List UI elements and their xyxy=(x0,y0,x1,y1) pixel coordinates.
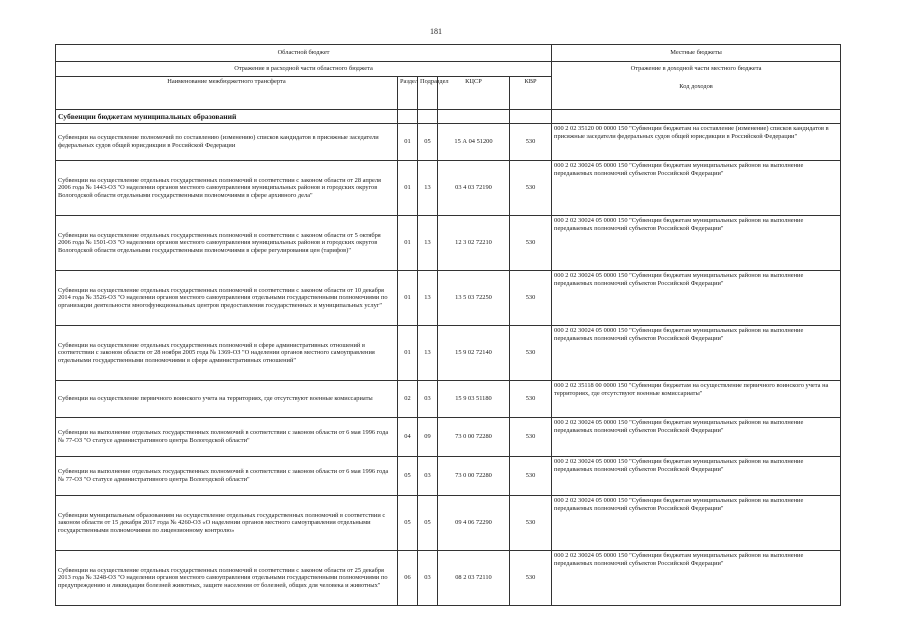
kcsr-cell: 09 4 06 72290 xyxy=(438,496,510,551)
podrazdel-cell: 05 xyxy=(418,124,438,161)
podrazdel-cell: 13 xyxy=(418,271,438,326)
podrazdel-cell: 13 xyxy=(418,161,438,216)
table-row xyxy=(56,496,841,551)
razdel-cell: 01 xyxy=(398,216,418,271)
kvr-cell: 530 xyxy=(510,216,552,271)
kcsr-cell: 73 0 00 72280 xyxy=(438,457,510,496)
table-row xyxy=(56,216,841,271)
subsection-column-header: Подраздел xyxy=(418,77,438,110)
kvr-cell: 530 xyxy=(510,326,552,381)
kcsr-cell: 03 4 03 72190 xyxy=(438,161,510,216)
header-row-1 xyxy=(56,45,841,62)
income-code-cell: 000 2 02 30024 05 0000 150 "Субвенции бюджетам муниципальных районов на выполнение передаваемых полномочий субъектов Российской Федерации" xyxy=(552,418,841,457)
transfer-name: Субвенции на осуществление отдельных государственных полномочий в соответствии с законом области от 28 апреля 2006 года № 1443-ОЗ "О наделении органов местного самоуправления муниципальных районов и городских округов Вологодской области отдельными государственными полномочиями в сфере архивного дела" xyxy=(56,161,398,216)
transfer-name: Субвенции на осуществление отдельных государственных полномочий в сфере административных отношений в соответствии с законом области от 28 ноября 2005 года № 1369-ОЗ "О наделении органов местного самоуправления отдельными государственными полномочиями в сфере административных отношений" xyxy=(56,326,398,381)
transfer-name: Субвенции на выполнение отдельных государственных полномочий в соответствии с законом области от 6 мая 1996 года № 77-ОЗ "О статусе административного центра Вологодской области" xyxy=(56,457,398,496)
page-number: 181 xyxy=(430,27,442,36)
kvr-cell: 530 xyxy=(510,496,552,551)
kvr-cell: 530 xyxy=(510,418,552,457)
income-code-cell: 000 2 02 30024 05 0000 150 "Субвенции бюджетам муниципальных районов на выполнение передаваемых полномочий субъектов Российской Федерации" xyxy=(552,161,841,216)
section-column-header: Раздел xyxy=(398,77,418,110)
income-code-cell: 000 2 02 30024 05 0000 150 "Субвенции бюджетам муниципальных районов на выполнение передаваемых полномочий субъектов Российской Федерации" xyxy=(552,216,841,271)
table-row xyxy=(56,551,841,606)
income-code-cell: 000 2 02 35120 00 0000 150 "Субвенции бюджетам на составление (изменение) списков кандидатов в присяжные заседатели федеральных судов общей юрисдикции в Российской Федерации" xyxy=(552,124,841,161)
razdel-cell: 01 xyxy=(398,326,418,381)
podrazdel-cell: 13 xyxy=(418,216,438,271)
razdel-cell: 01 xyxy=(398,161,418,216)
income-code-cell: 000 2 02 30024 05 0000 150 "Субвенции бюджетам муниципальных районов на выполнение передаваемых полномочий субъектов Российской Федерации" xyxy=(552,326,841,381)
expense-reflection-header: Отражение в расходной части областного бюджета xyxy=(56,62,552,77)
transfer-name: Субвенции на осуществление полномочий по составлению (изменению) списков кандидатов в присяжные заседатели федеральных судов общей юрисдикции в Российской Федерации xyxy=(56,124,398,161)
podrazdel-cell: 05 xyxy=(418,496,438,551)
kcsr-cell: 73 0 00 72280 xyxy=(438,418,510,457)
budget-table xyxy=(55,44,841,606)
table-row xyxy=(56,161,841,216)
kcsr-cell: 15 А 04 51200 xyxy=(438,124,510,161)
transfer-name: Субвенции на осуществление отдельных государственных полномочий в соответствии с законом области от 5 октября 2006 года № 1501-ОЗ "О наделении органов местного самоуправления муниципальных районов и городских округов Вологодской области отдельными государственными полномочиями в сфере регулирования цен (тарифов)" xyxy=(56,216,398,271)
kcsr-column-header: КЦСР xyxy=(438,77,510,110)
kcsr-cell: 12 3 02 72210 xyxy=(438,216,510,271)
income-code-cell: 000 2 02 30024 05 0000 150 "Субвенции бюджетам муниципальных районов на выполнение передаваемых полномочий субъектов Российской Федерации" xyxy=(552,496,841,551)
header-row-2 xyxy=(56,62,841,77)
podrazdel-cell: 03 xyxy=(418,551,438,606)
income-code-cell: 000 2 02 30024 05 0000 150 "Субвенции бюджетам муниципальных районов на выполнение передаваемых полномочий субъектов Российской Федерации" xyxy=(552,551,841,606)
kvr-cell: 530 xyxy=(510,381,552,418)
podrazdel-cell: 03 xyxy=(418,381,438,418)
kvr-cell: 530 xyxy=(510,124,552,161)
name-column-header: Наименование межбюджетного трансферта xyxy=(56,77,398,110)
kcsr-cell: 15 9 02 72140 xyxy=(438,326,510,381)
razdel-cell: 05 xyxy=(398,457,418,496)
razdel-cell: 04 xyxy=(398,418,418,457)
transfer-name: Субвенции муниципальным образованиям на осуществление отдельных государственных полномочий в соответствии с законом области от 15 декабря 2017 года № 4260-ОЗ «О наделении органов местного самоуправления отдельными государственными полномочиями по лицензионному контролю» xyxy=(56,496,398,551)
transfer-name: Субвенции на осуществление отдельных государственных полномочий в соответствии с законом области от 10 декабря 2014 года № 3526-ОЗ "О наделении органов местного самоуправления отдельными государственными полномочиями по организации деятельности многофункциональных центров предоставления государственных и муниципальных услуг" xyxy=(56,271,398,326)
section-row xyxy=(56,110,841,124)
income-code-cell: 000 2 02 30024 05 0000 150 "Субвенции бюджетам муниципальных районов на выполнение передаваемых полномочий субъектов Российской Федерации" xyxy=(552,271,841,326)
razdel-cell: 02 xyxy=(398,381,418,418)
table-row xyxy=(56,418,841,457)
table-row xyxy=(56,124,841,161)
transfer-name: Субвенции на выполнение отдельных государственных полномочий в соответствии с законом области от 6 мая 1996 года № 77-ОЗ "О статусе административного центра Вологодской области" xyxy=(56,418,398,457)
section-title: Субвенции бюджетам муниципальных образований xyxy=(56,110,398,124)
razdel-cell: 06 xyxy=(398,551,418,606)
table-row xyxy=(56,457,841,496)
podrazdel-cell: 13 xyxy=(418,326,438,381)
razdel-cell: 01 xyxy=(398,271,418,326)
kvr-cell: 530 xyxy=(510,271,552,326)
razdel-cell: 01 xyxy=(398,124,418,161)
income-reflection-header: Отражение в доходной части местного бюджета xyxy=(630,65,762,72)
transfer-name: Субвенции на осуществление отдельных государственных полномочий в соответствии с законом области от 25 декабря 2013 года № 3248-ОЗ "О наделении органов местного самоуправления отдельными государственными полномочиями по предупреждению и ликвидации болезней животных, защите населения от болезней, общих для человека и животных" xyxy=(56,551,398,606)
podrazdel-cell: 09 xyxy=(418,418,438,457)
regional-budget-header: Областной бюджет xyxy=(56,45,552,62)
kcsr-cell: 13 5 03 72250 xyxy=(438,271,510,326)
income-code-cell: 000 2 02 30024 05 0000 150 "Субвенции бюджетам муниципальных районов на выполнение передаваемых полномочий субъектов Российской Федерации" xyxy=(552,457,841,496)
transfer-name: Субвенции на осуществление первичного воинского учета на территориях, где отсутствуют военные комиссариаты xyxy=(56,381,398,418)
podrazdel-cell: 03 xyxy=(418,457,438,496)
kvr-cell: 530 xyxy=(510,551,552,606)
table-row xyxy=(56,271,841,326)
kvr-cell: 530 xyxy=(510,457,552,496)
kvr-column-header: КВР xyxy=(510,77,552,110)
income-code-cell: 000 2 02 35118 00 0000 150 "Субвенции бюджетам на осуществление первичного воинского учета на территориях, где отсутствуют военные комиссариаты" xyxy=(552,381,841,418)
table-row xyxy=(56,326,841,381)
income-code-header: Код доходов xyxy=(679,82,713,90)
razdel-cell: 05 xyxy=(398,496,418,551)
local-budgets-header: Местные бюджеты xyxy=(552,45,841,62)
table-row xyxy=(56,381,841,418)
kvr-cell: 530 xyxy=(510,161,552,216)
kcsr-cell: 08 2 03 72110 xyxy=(438,551,510,606)
kcsr-cell: 15 9 03 51180 xyxy=(438,381,510,418)
